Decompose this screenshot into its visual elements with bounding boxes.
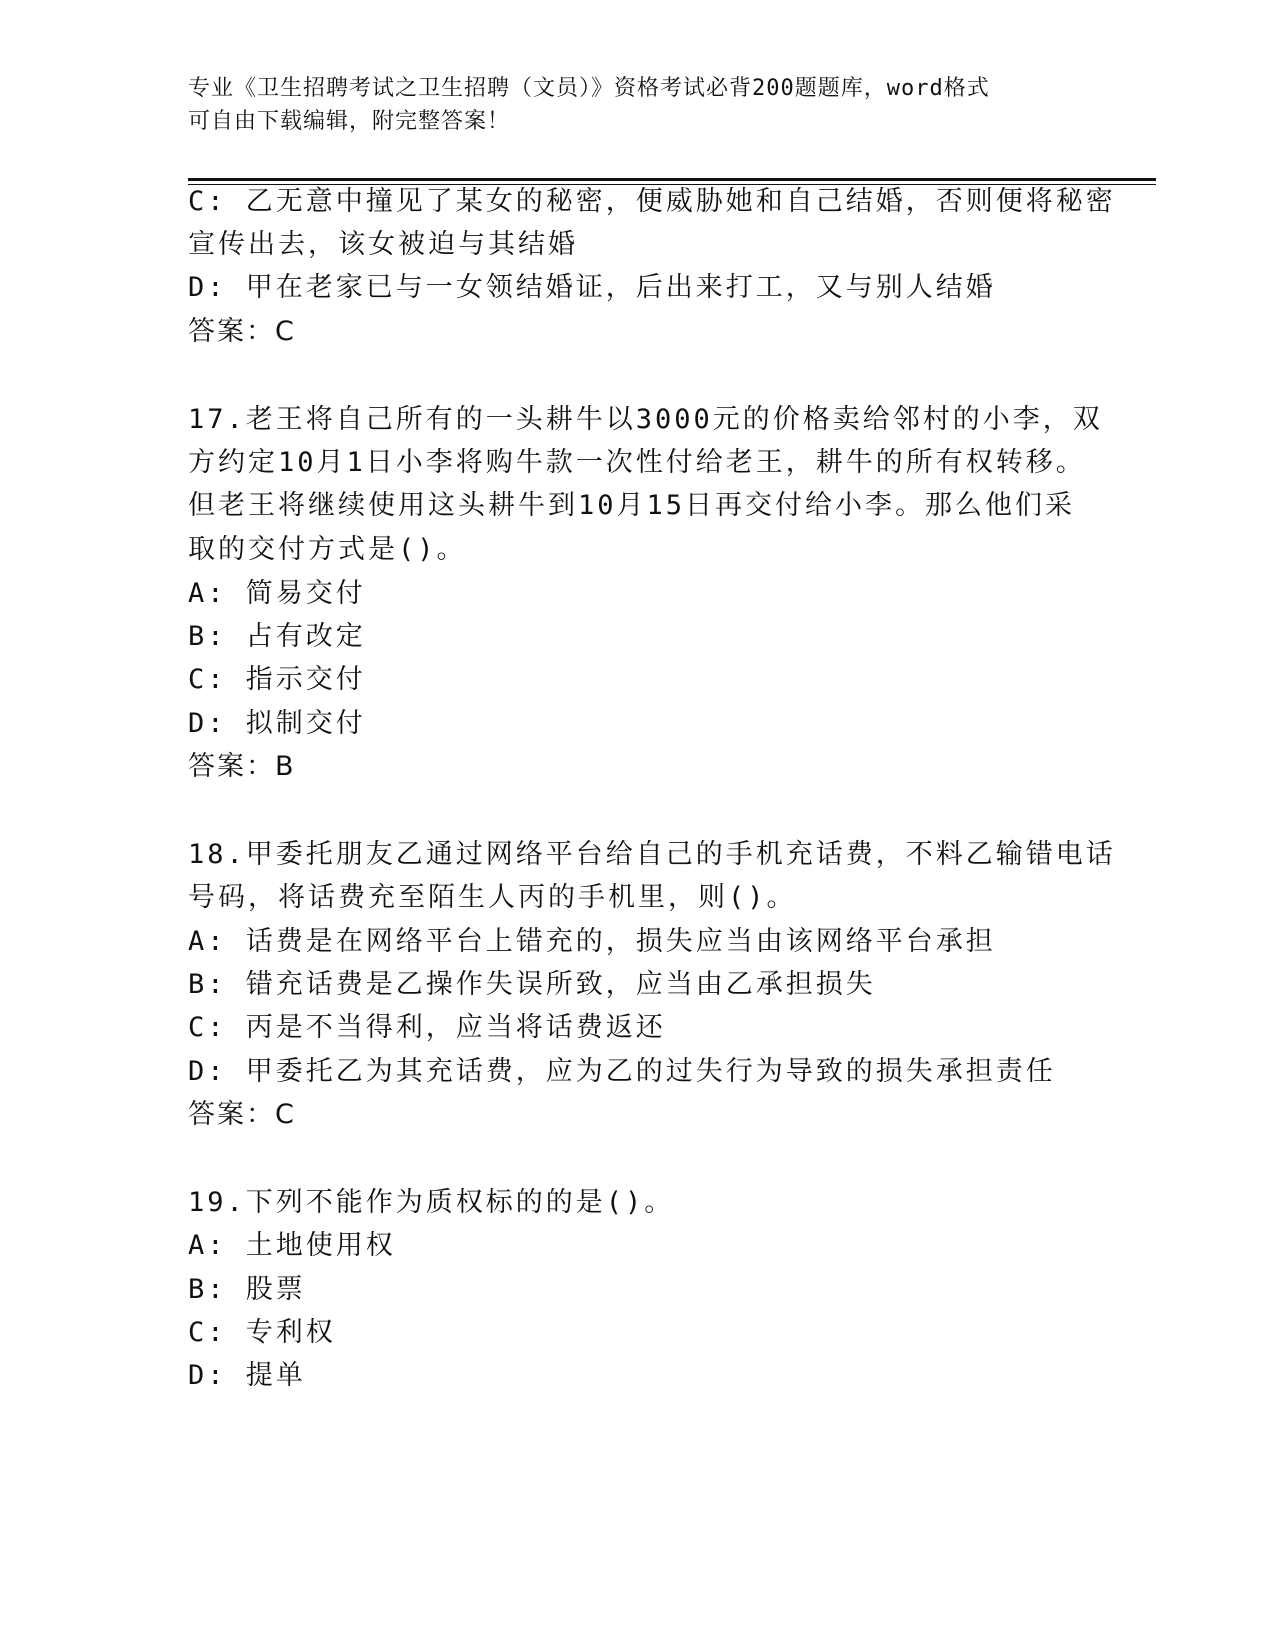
q18-option-d: D: 甲委托乙为其充话费，应为乙的过失行为导致的损失承担责任 — [188, 1056, 1056, 1087]
q17-answer: 答案：B — [188, 751, 296, 782]
q17-stem-line-1: 17.老王将自己所有的一头耕牛以3000元的价格卖给邻村的小李，双 — [188, 404, 1103, 435]
q19-option-b: B: 股票 — [188, 1274, 306, 1305]
q16-answer: 答案：C — [188, 316, 296, 347]
q17-option-b: B: 占有改定 — [188, 621, 366, 652]
q18-option-b: B: 错充话费是乙操作失误所致，应当由乙承担损失 — [188, 969, 876, 1000]
q18-option-a: A: 话费是在网络平台上错充的，损失应当由该网络平台承担 — [188, 926, 996, 957]
q17-option-a: A: 简易交付 — [188, 578, 366, 609]
q18-stem-line-1: 18.甲委托朋友乙通过网络平台给自己的手机充话费，不料乙输错电话 — [188, 839, 1116, 870]
q18-option-c: C: 丙是不当得利，应当将话费返还 — [188, 1012, 666, 1043]
q16-option-d: D: 甲在老家已与一女领结婚证，后出来打工，又与别人结婚 — [188, 272, 996, 303]
header-title-line-1: 专业《卫生招聘考试之卫生招聘（文员）》资格考试必背200题题库，word格式 — [188, 76, 990, 101]
q17-option-c: C: 指示交付 — [188, 664, 366, 695]
q18-answer: 答案：C — [188, 1099, 296, 1130]
q19-stem-line-1: 19.下列不能作为质权标的的是()。 — [188, 1187, 675, 1218]
q17-stem-line-4: 取的交付方式是()。 — [188, 534, 467, 565]
q17-stem-line-3: 但老王将继续使用这头耕牛到10月15日再交付给小李。那么他们采 — [188, 490, 1076, 521]
q17-stem-line-2: 方约定10月1日小李将购牛款一次性付给老王，耕牛的所有权转移。 — [188, 447, 1086, 478]
header-divider-thick — [188, 178, 1156, 181]
q17-option-d: D: 拟制交付 — [188, 708, 366, 739]
q18-stem-line-2: 号码，将话费充至陌生人丙的手机里，则()。 — [188, 882, 797, 913]
q16-option-c-line-1: C: 乙无意中撞见了某女的秘密，便威胁她和自己结婚，否则便将秘密 — [188, 186, 1116, 217]
header-title-line-2: 可自由下载编辑，附完整答案！ — [188, 109, 511, 134]
document-header — [188, 72, 1068, 138]
q16-option-c-line-2: 宣传出去，该女被迫与其结婚 — [188, 229, 578, 260]
q19-option-c: C: 专利权 — [188, 1317, 336, 1348]
q19-option-a: A: 土地使用权 — [188, 1230, 396, 1261]
q19-option-d: D: 提单 — [188, 1360, 306, 1391]
